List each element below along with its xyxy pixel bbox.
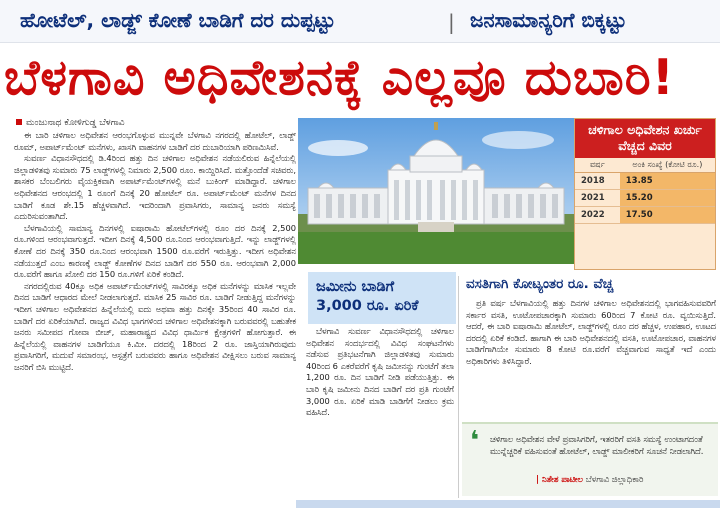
byline-text: ಮಂಜುನಾಥ ಕೋಳಿಗುಡ್ಡ ಬೆಳಗಾವಿ [26, 118, 125, 128]
paragraph: ಈ ಬಾರಿ ಚಳಿಗಾಲ ಅಧಿವೇಶನ ಆರಂಭಗೊಳ್ಳುವ ಮುನ್ನವೇ ಬೆಳಗಾವಿ ನಗರದಲ್ಲಿ ಹೋಟೆಲ್, ಲಾಡ್ಜ್ ರೂಮ್, ಅಪಾರ್ಟ್‌ಮೆಂಟ್ ಮನೆಗಳು, ಖಾಸಗಿ ವಾಹನಗಳ ಬಾಡಿಗೆ ದರ ದುಬಾರಿಯಾಗಿ ಪರಿಣಮಿಸಿವೆ. [14, 130, 296, 152]
kicker-right: ಜನಸಾಮಾನ್ಯರಿಗೆ ಬಿಕ್ಕಟ್ಟು [470, 8, 627, 32]
column-header-year: ವರ್ಷ [575, 158, 620, 173]
accommodation-subhead: ವಸತಿಗಾಗಿ ಕೋಟ್ಯಂತರ ರೂ. ವೆಚ್ಚ [466, 276, 614, 292]
kicker-strip [0, 0, 720, 43]
expense-infobox [574, 118, 716, 270]
kicker-left: ಹೋಟೆಲ್, ಲಾಡ್ಜ್ ಕೋಣೆ ಬಾಡಿಗೆ ದರ ದುಪ್ಪಟ್ಟು [20, 8, 336, 32]
land-rent-body [306, 326, 454, 498]
main-article-body [14, 130, 296, 500]
paragraph: ಸುವರ್ಣ ವಿಧಾನಸೌಧದಲ್ಲಿ ಡಿ.4ರಿಂದ ಹತ್ತು ದಿನ ಚಳಿಗಾಲ ಅಧಿವೇಶನ ನಡೆಯಲಿರುವ ಹಿನ್ನೆಲೆಯಲ್ಲಿ ಜಿಲ್ಲಾಡಳಿತವು ಸುಮಾರು 75 ಲಾಡ್ಜ್‌ಗಳಲ್ಲಿ ನಿಮಾರು 2,500 ರೂಂ. ಕಾಯ್ದಿರಿಸಿದೆ. ಮತ್ತೊಂದೆಡೆ ಸಚಿವರು, ಶಾಸಕರ ಬೆಂಬಲಿಗರು ವೈಯಕ್ತಿಕವಾಗಿ ಅಪಾರ್ಟ್‌ಮೆಂಟ್‌ಗಳಲ್ಲಿ ಮನೆ ಬುಕಿಂಗ್ ಮಾಡಿದ್ದಾರೆ. ಚಳಿಗಾಲ ಅಧಿವೇಶನದ ಆರಂಭದಲ್ಲಿ 1 ರೂಂಗೆ ದಿನಕ್ಕೆ 20 ಹೋಟೆಲ್ ರೂ. ಅಪಾರ್ಟ್‌ಮೆಂಟ್ ಮನೆಗಳ ದಿನದ ಬಾಡಿಗೆ ಕೂಡ ಶೇ.15 ಹೆಚ್ಚಳವಾಗಿದೆ. ಇದರಿಂದಾಗಿ ಪ್ರವಾಸಿಗರು, ಸಾಮಾನ್ಯ ಜನರು ಸಮಸ್ಯೆ ಎದುರಿಸುವಂತಾಗಿದೆ. [14, 153, 296, 222]
quote-source-role: ಬೆಳಗಾವಿ ಜಿಲ್ಲಾಧಿಕಾರಿ [585, 474, 644, 484]
infobox-title: ಚಳಿಗಾಲ ಅಧಿವೇಶನ ಖರ್ಚು ವೆಚ್ಚದ ವಿವರ [575, 119, 715, 158]
building-illustration [298, 118, 574, 264]
column-divider [458, 276, 459, 498]
column-header-value: ಅಂಕಿ ಸಂಖ್ಯೆ (ಕೋಟಿ ರೂ.) [620, 158, 715, 173]
accommodation-body [466, 298, 716, 410]
paragraph: ಬೆಳಗಾವಿಯಲ್ಲಿ ಸಾಮಾನ್ಯ ದಿನಗಳಲ್ಲಿ ಐಷಾರಾಮಿ ಹೋಟೆಲ್‌ಗಳಲ್ಲಿ ರೂಂ ದರ ದಿನಕ್ಕೆ 2,500 ರೂ.ಗಳಿಂದ ಆರಂಭವಾಗುತ್ತದೆ. ಇದೀಗ ದಿನಕ್ಕೆ 4,500 ರೂ.ನಿಂದ ಆರಂಭವಾಗುತ್ತಿದೆ. ಇನ್ನು ಲಾಡ್ಜ್‌ಗಳಲ್ಲಿ ಕೋಣೆ ದರ ದಿನಕ್ಕೆ 350 ರೂ.ನಿಂದ ಆರಂಭವಾಗಿ 1500 ರೂ.ವರೆಗೆ ಇರುತ್ತಿತ್ತು. ಇದೀಗ ಅಧಿವೇಶನ ನಡೆಯುತ್ತದೆ ಎಂಬ ಕಾರಣಕ್ಕೆ ಲಾಡ್ಜ್ ಕೋಣೆಗಳ ದಿನದ ಬಾಡಿಗೆ ದರ 550 ರೂ. ಆರಂಭವಾಗಿ 2,000 ರೂ.ವರೆಗೆ ಹಾಗೂ ಖೋಲಿ ದರ 150 ರೂ.ಗಳಿಗೆ ಏರಿಕೆ ಕಂಡಿದೆ. [14, 222, 296, 280]
quote-source-name: | ನಿತೇಶ ಪಾಟೀಲ [536, 474, 583, 484]
quote-mark-icon: ❛ [470, 426, 480, 456]
value-cell: 13.85 [620, 173, 715, 190]
table-row [575, 207, 715, 224]
year-cell: 2018 [575, 173, 620, 190]
paragraph: ಬೆಳಗಾವಿ ಸುವರ್ಣ ವಿಧಾನಸೌಧದಲ್ಲಿ ಚಳಿಗಾಲ ಅಧಿವೇಶನ ಸಂದರ್ಭದಲ್ಲಿ ವಿವಿಧ ಸಂಘಟನೆಗಳು ನಡೆಸುವ ಪ್ರತಿಭಟನೆಗಾಗಿ ಜಿಲ್ಲಾಡಳಿತವು ಸುಮಾರು 40ರಿಂದ 6 ಎಕರೆವರೆಗೆ ಕೃಷಿ ಜಮೀನನ್ನು ಗುಂಟೆಗೆ ತಲಾ 1,200 ರೂ. ದಿನ ಬಾಡಿಗೆ ನೀಡಿ ಪಡೆಯುತ್ತಿತ್ತು. ಈ ಬಾರಿ ಕೃಷಿ ಜಮೀನು ದಿನದ ಬಾಡಿಗೆ ದರ ಪ್ರತಿ ಗುಂಟೆಗೆ 3,000 ರೂ. ಏರಿಕೆ ಮಾಡಿ ಬಾಡಿಗೆಗೆ ನೀಡಲು ಕ್ರಮ ವಹಿಸಿದೆ. [306, 326, 454, 418]
quote-text: ಚಳಿಗಾಲ ಅಧಿವೇಶನ ವೇಳೆ ಪ್ರವಾಸಿಗರಿಗೆ, ಇತರರಿಗೆ ವಸತಿ ಸಮಸ್ಯೆ ಉಂಟಾಗದಂತೆ ಮುನ್ನೆಚ್ಚರಿಕೆ ವಹಿಸುವಂತೆ ಹೋಟೆಲ್, ಲಾಡ್ಜ್ ಮಾಲೀಕರಿಗೆ ಸೂಚನೆ ನೀಡಲಾಗಿದೆ. [490, 434, 704, 456]
land-rent-subhead [308, 272, 456, 322]
paragraph: ಪ್ರತಿ ವರ್ಷ ಬೆಳಗಾವಿಯಲ್ಲಿ ಹತ್ತು ದಿನಗಳ ಚಳಿಗಾಲ ಅಧಿವೇಶನದಲ್ಲಿ ಭಾಗವಹಿಸುವವರಿಗೆ ಸರ್ಕಾರ ವಸತಿ, ಊಟೋಪಚಾರಕ್ಕಾಗಿ ಸುಮಾರು 60ರಿಂದ 7 ಕೋಟಿ ರೂ. ವ್ಯಯಿಸುತ್ತಿದೆ. ಆದರೆ, ಈ ಬಾರಿ ಐಷಾರಾಮಿ ಹೋಟೆಲ್, ಲಾಡ್ಜ್‌ಗಳಲ್ಲಿ ರೂಂ ದರ ಹೆಚ್ಚಳ, ಉಪಹಾರ, ಊಟದ ದರದಲ್ಲಿ ಏರಿಕೆ ಕಂಡಿದೆ. ಹಾಗಾಗಿ ಈ ಬಾರಿ ಅಧಿವೇಶನದಲ್ಲಿ ವಸತಿ, ಊಟೋಪಚಾರ, ವಾಹನಗಳ ಬಾಡಿಗೆಗಾಗಿಯೇ ಸುಮಾರು 8 ಕೋಟಿ ರೂ.ವರೆಗೆ ವೆಚ್ಚವಾಗುವ ಸಾಧ್ಯತೆ ಇದೆ ಎಂದು ಅಧಿಕಾರಿಗಳು ತಿಳಿಸಿದ್ದಾರೆ. [466, 298, 716, 366]
table-row [575, 190, 715, 207]
value-cell: 17.50 [620, 207, 715, 224]
byline-marker [16, 119, 22, 125]
subhead-line2: 3,000 ರೂ. ಏರಿಕೆ [316, 298, 419, 314]
paragraph: ನಗರದಲ್ಲಿರುವ 40ಕ್ಕೂ ಅಧಿಕ ಅಪಾರ್ಟ್‌ಮೆಂಟ್‌ಗಳಲ್ಲಿ ಸಾವಿರಕ್ಕೂ ಅಧಿಕ ಮನೆಗಳನ್ನು ಮಾಸಿಕ ಇಲ್ಲವೇ ದಿನದ ಬಾಡಿಗೆ ಆಧಾರದ ಮೇಲೆ ನೀಡಲಾಗುತ್ತದೆ. ಮಾಸಿಕ 25 ಸಾವಿರ ರೂ. ಬಾಡಿಗೆ ನೀಡುತ್ತಿದ್ದ ಮನೆಗಳನ್ನು ಇದೀಗ ಚಳಿಗಾಲ ಅಧಿವೇಶನದ ಹಿನ್ನೆಲೆಯಲ್ಲಿ ಐದು ಅಥವಾ ಹತ್ತು ದಿನಕ್ಕೇ 35ರಿಂದ 40 ಸಾವಿರ ರೂ. ಬಾಡಿಗೆ ದರ ಏರಿಕೆಯಾಗಿದೆ. ರಾಜ್ಯದ ವಿವಿಧ ಭಾಗಗಳಿಂದ ಚಳಿಗಾಲ ಅಧಿವೇಶನಕ್ಕಾಗಿ ಬರುವವರಲ್ಲಿ ಬಹುತೇಕ ಜನರು ಸಮೀಪದ ಗೋವಾ ಬೀಚ್, ಮಹಾರಾಷ್ಟ್ರದ ವಿವಿಧ ಧಾರ್ಮಿಕ ಕ್ಷೇತ್ರಗಳಿಗೆ ಹೋಗುತ್ತಾರೆ. ಈ ಹಿನ್ನೆಲೆಯಲ್ಲಿ ವಾಹನಗಳ ಬಾಡಿಗೆಯೂ ಕಿ.ಮೀ. ದರದಲ್ಲಿ 18ರಿಂದ 2 ರೂ. ಜಾಸ್ತಿಯಾಗಿರುವುದು ಪ್ರವಾಸಿಗರಿಗೆ, ಮದುವೆ ಸಮಾರಂಭ, ಆಸ್ಪತ್ರೆಗೆ ಬರುವವರು ಹಾಗೂ ಅಧಿವೇಶನ ವೀಕ್ಷಿಸಲು ಬರುವ ಸಾಮಾನ್ಯ ಜನರಿಗೆ ಬಿಸಿ ಮುಟ್ಟಿದೆ. [14, 280, 296, 372]
byline [16, 118, 125, 128]
value-cell: 15.20 [620, 190, 715, 207]
bottom-strip [296, 500, 720, 508]
quote-source [536, 474, 643, 485]
suvarna-soudha-photo [298, 118, 574, 264]
year-cell: 2021 [575, 190, 620, 207]
headline: ಬೆಳಗಾವಿ ಅಧಿವೇಶನಕ್ಕೆ ಎಲ್ಲವೂ ದುಬಾರಿ! [4, 49, 675, 106]
expense-table [575, 158, 715, 224]
subhead-line1: ಜಮೀನು ಬಾಡಿಗೆ [316, 279, 395, 295]
land-rent-subhead-box [308, 272, 456, 324]
year-cell: 2022 [575, 207, 620, 224]
table-row [575, 173, 715, 190]
kicker-separator: | [448, 10, 455, 34]
